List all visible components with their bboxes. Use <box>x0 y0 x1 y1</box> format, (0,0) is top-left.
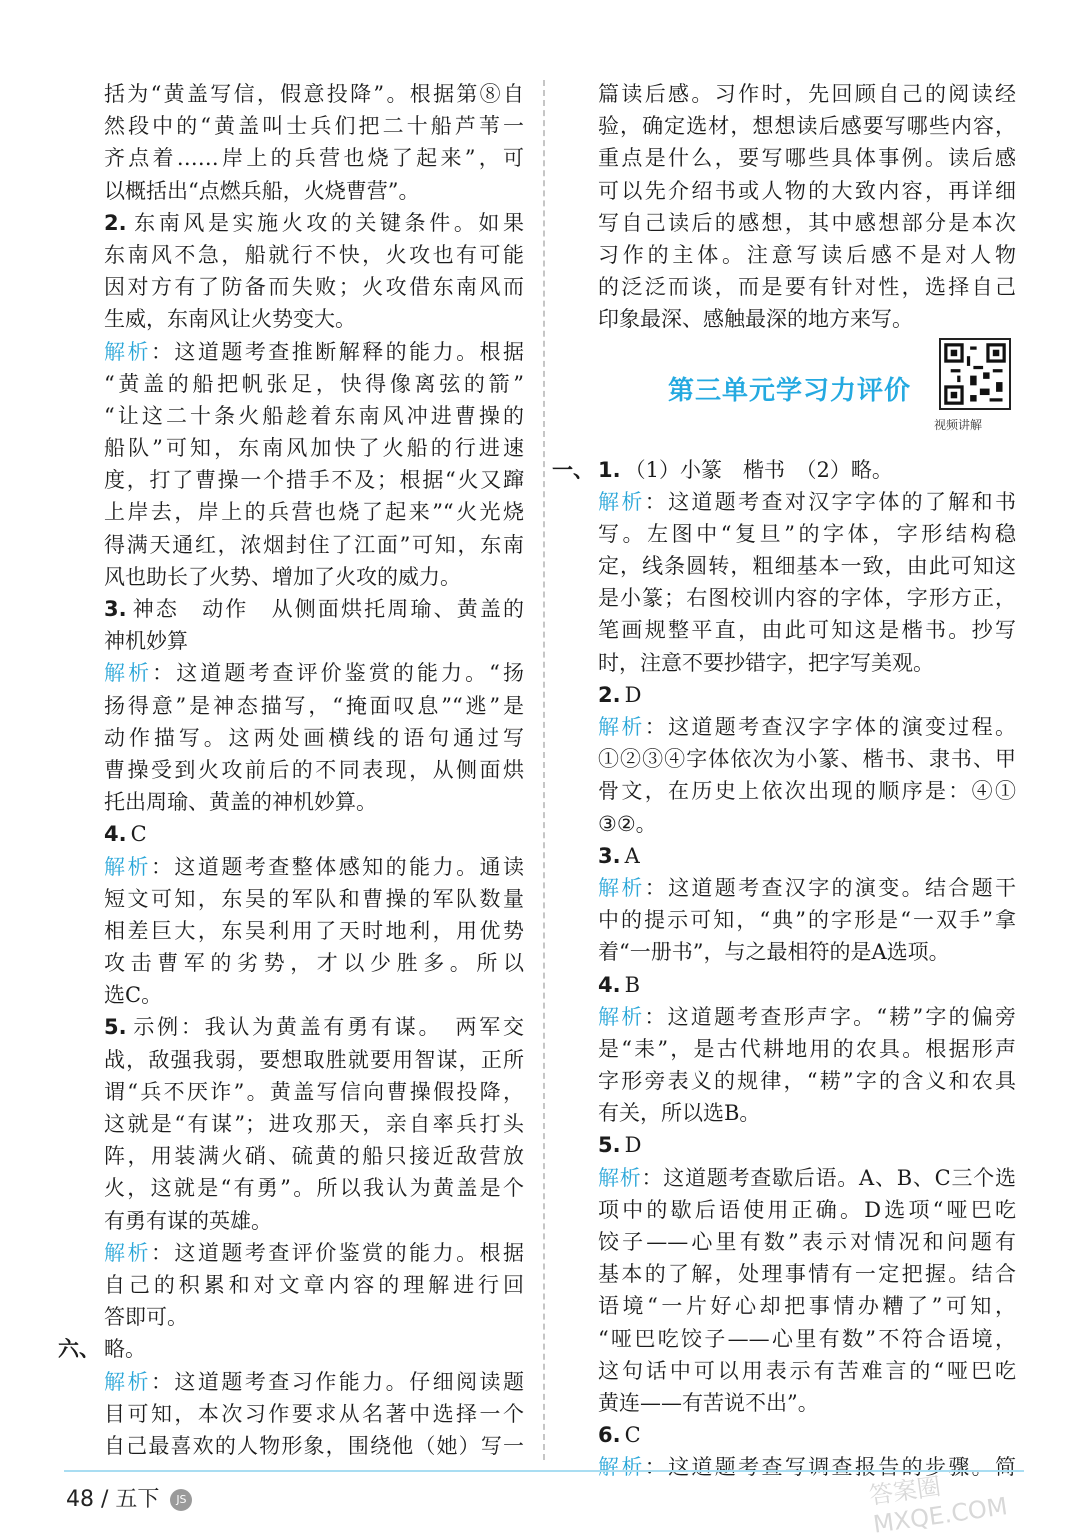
text-line <box>104 690 524 722</box>
line-text: ：这道题考查整体感知的能力。通读 <box>150 854 524 879</box>
line-text: 谓“兵不厌诈”。黄盖写信向曹操假投降， <box>104 1079 524 1104</box>
text-line <box>104 786 524 818</box>
text-line <box>598 936 1016 968</box>
text-line <box>104 1172 524 1204</box>
line-text: 答即可。 <box>104 1305 188 1330</box>
line-text: ：这道题考查形声字。“耢”字的偏旁 <box>644 1004 1016 1029</box>
analysis-label: 解析 <box>104 661 153 686</box>
unit-section-header <box>598 336 1016 454</box>
text-line <box>598 582 1016 614</box>
line-text: 篇读后感。习作时，先回顾自己的阅读经 <box>598 82 1016 106</box>
line-text: 中的提示可知，“典”的字形是“一双手”拿 <box>598 908 1016 933</box>
line-text: 风也助长了火势、增加了火攻的威力。 <box>104 564 461 589</box>
line-text: 自己最喜欢的人物形象，围绕他（她）写一 <box>104 1433 524 1458</box>
analysis-label: 解析 <box>598 1455 645 1480</box>
text-line <box>598 904 1016 936</box>
text-line <box>104 657 524 689</box>
text-line <box>598 1323 1016 1355</box>
text-line <box>598 711 1016 743</box>
line-text: ：这道题考查汉字的演变。结合题干 <box>644 875 1016 900</box>
line-text: 因对方有了防备而失败；火攻借东南风而 <box>104 275 524 300</box>
line-text: 上岸去，岸上的兵营也烧了起来”“火光烧 <box>104 500 524 525</box>
text-line <box>598 175 1016 207</box>
line-text: 项中的歇后语使用正确。D选项“哑巴吃 <box>598 1197 1016 1222</box>
question-number: 5. <box>598 1133 621 1158</box>
text-line <box>104 593 524 625</box>
text-line <box>104 78 524 110</box>
section-title: 第三单元学习力评价 <box>668 375 912 406</box>
text-line <box>104 271 524 303</box>
line-text: 以概括出“点燃兵船，火烧曹营”。 <box>104 178 420 203</box>
text-line <box>104 142 524 174</box>
line-text: ：这道题考查习作能力。仔细阅读题 <box>150 1369 524 1394</box>
question-number: 3. <box>104 597 127 621</box>
text-line <box>598 808 1016 840</box>
line-text: 写。左图中“复旦”的字体，字形结构稳 <box>598 521 1016 546</box>
analysis-label: 解析 <box>104 1369 151 1394</box>
analysis-label: 解析 <box>598 715 645 739</box>
line-text: 目可知，本次习作要求从名著中选择一个 <box>104 1401 524 1426</box>
line-text: 有关，所以选B。 <box>598 1101 761 1126</box>
text-line <box>598 207 1016 239</box>
text-line <box>104 818 524 850</box>
text-line <box>598 518 1016 550</box>
text-line <box>104 368 524 400</box>
line-text: （1）小篆 楷书 （2）略。 <box>624 457 893 482</box>
text-line <box>104 496 524 528</box>
text-line <box>104 1140 524 1172</box>
text-line <box>598 1001 1016 1033</box>
line-text: C <box>130 822 147 847</box>
line-text: 着“一册书”，与之最相符的是A选项。 <box>598 940 950 965</box>
line-text: 的泛泛而谈，而是要有针对性，选择自己 <box>598 275 1016 300</box>
text-line <box>598 550 1016 582</box>
text-line <box>104 1205 524 1237</box>
line-text: ：这道题考查推断解释的能力。根据 <box>150 339 524 364</box>
line-text: 火，这就是“有勇”。所以我认为黄盖是个 <box>104 1176 524 1201</box>
line-text: 东南风不急，船就行不快，火攻也有可能 <box>104 242 524 267</box>
footer-rule <box>64 1470 1024 1472</box>
line-text: ：这道题考查歇后语。A、B、C三个选 <box>641 1165 1016 1190</box>
text-line <box>104 1301 524 1333</box>
line-text: 基本的了解，处理事情有一定把握。结合 <box>598 1262 1016 1287</box>
right-column-top <box>598 78 1016 336</box>
text-line <box>104 239 524 271</box>
line-text: ①②③④字体依次为小篆、楷书、隶书、甲 <box>598 747 1016 772</box>
text-line <box>598 840 1016 872</box>
text-line <box>598 1419 1016 1451</box>
line-text: D <box>624 682 642 707</box>
page-footer <box>66 1482 192 1513</box>
text-line <box>104 722 524 754</box>
text-line <box>104 175 524 207</box>
line-text: 是小篆；右图校训内容的字体，字形方正， <box>598 586 1016 611</box>
text-line <box>598 271 1016 303</box>
line-text: 齐点着……岸上的兵营也烧了起来”，可 <box>104 146 524 171</box>
text-line <box>598 969 1016 1001</box>
text-line <box>104 464 524 496</box>
line-text: ：这道题考查对汉字字体的了解和书 <box>644 489 1016 514</box>
line-text: B <box>624 972 641 997</box>
text-line <box>598 1226 1016 1258</box>
line-text: D <box>624 1133 642 1158</box>
text-line <box>104 851 524 883</box>
right-column <box>552 78 1016 1484</box>
text-line <box>598 303 1016 335</box>
line-text: 战，敌强我弱，要想取胜就要用智谋，正所 <box>104 1047 524 1072</box>
analysis-label: 解析 <box>598 489 645 514</box>
text-line <box>104 336 524 368</box>
line-text: 定，线条圆转，粗细基本一致，由此可知这 <box>598 554 1016 579</box>
question-number: 2. <box>598 682 621 707</box>
text-line <box>104 1269 524 1301</box>
text-line <box>598 1258 1016 1290</box>
line-text: ：这道题考查评价鉴赏的能力。根据 <box>150 1240 524 1265</box>
line-text: 饺子——心里有数”表示对情况和问题有 <box>598 1230 1016 1254</box>
text-line <box>598 1065 1016 1097</box>
text-line <box>104 1430 524 1462</box>
line-text: 生威，东南风让火势变大。 <box>104 307 356 332</box>
text-line <box>104 400 524 432</box>
text-line <box>104 625 524 657</box>
line-text: 神机妙算 <box>104 629 188 654</box>
line-text: A <box>624 843 640 868</box>
text-line <box>598 142 1016 174</box>
edition-badge: JS <box>170 1489 192 1511</box>
line-text: 度，打了曹操一个措手不及；根据“火又蹿 <box>104 468 524 493</box>
line-text: 骨文，在历史上依次出现的顺序是：④① <box>598 779 1016 804</box>
analysis-label: 解析 <box>598 875 645 900</box>
question-number: 4. <box>598 972 621 997</box>
right-column-bottom <box>552 454 1016 1484</box>
line-text: 相差巨大，东吴利用了天时地利，用优势 <box>104 918 524 943</box>
text-line <box>104 1108 524 1140</box>
text-line <box>598 110 1016 142</box>
text-line <box>598 1290 1016 1322</box>
text-line <box>104 1398 524 1430</box>
line-text: 字形旁表义的规律，“耢”字的含义和农具 <box>598 1069 1016 1094</box>
text-line <box>104 1011 524 1043</box>
line-text: 神态 动作 从侧面烘托周瑜、黄盖的 <box>130 597 524 621</box>
line-text: 扬得意”是神态描写，“掩面叹息”“逃”是 <box>104 693 524 718</box>
question-number: 1. <box>598 457 621 482</box>
line-text: 选C。 <box>104 983 163 1008</box>
section-number: 一、 <box>552 457 594 482</box>
text-line <box>598 1387 1016 1419</box>
text-line <box>598 1194 1016 1226</box>
text-line <box>598 647 1016 679</box>
line-text: 有勇有谋的英雄。 <box>104 1208 272 1233</box>
line-text: 东南风是实施火攻的关键条件。如果 <box>130 210 524 235</box>
line-text: ：这道题考查评价鉴赏的能力。“扬 <box>152 661 524 686</box>
text-line <box>104 883 524 915</box>
question-number: 6. <box>598 1423 621 1448</box>
text-line <box>104 915 524 947</box>
line-text: 得满天通红，浓烟封住了江面”可知，东南 <box>104 532 524 557</box>
question-number: 2. <box>104 210 127 235</box>
line-text: 船队”可知，东南风加快了火船的行进速 <box>104 436 524 461</box>
text-line <box>104 432 524 464</box>
line-text: 语境“一片好心却把事情办糟了”可知， <box>598 1294 1016 1319</box>
question-number: 3. <box>598 843 621 868</box>
analysis-label: 解析 <box>104 339 151 364</box>
line-text: 曹操受到火攻前后的不同表现，从侧面烘 <box>104 757 524 782</box>
line-text: 括为“黄盖写信，假意投降”。根据第⑧自 <box>104 82 524 106</box>
line-text: 动作描写。这两处画横线的语句通过写 <box>104 725 524 750</box>
line-text: 是“耒”，是古代耕地用的农具。根据形声 <box>598 1036 1016 1061</box>
text-line <box>598 1033 1016 1065</box>
text-line <box>598 1162 1016 1194</box>
text-line <box>104 110 524 142</box>
text-line <box>598 775 1016 807</box>
text-line <box>104 754 524 786</box>
column-divider <box>543 80 545 1460</box>
analysis-label: 解析 <box>104 854 151 879</box>
line-text: 自己的积累和对文章内容的理解进行回 <box>104 1272 524 1297</box>
line-text: 这就是“有谋”；进攻那天，亲自率兵打头 <box>104 1112 524 1136</box>
text-line <box>598 614 1016 646</box>
line-text: 印象最深、感触最深的地方来写。 <box>598 307 913 332</box>
question-number: 5. <box>104 1015 127 1040</box>
line-text: 笔画规整平直，由此可知这是楷书。抄写 <box>598 618 1016 643</box>
line-text: “哑巴吃饺子——心里有数”不符合语境， <box>598 1326 1016 1351</box>
line-text: 时，注意不要抄错字，把字写美观。 <box>598 650 934 675</box>
text-line <box>598 743 1016 775</box>
text-line <box>104 303 524 335</box>
line-text: 重点是什么，要写哪些具体事例。读后感 <box>598 146 1016 171</box>
line-text: ：这道题考查写调查报告的步骤。简 <box>644 1455 1016 1480</box>
line-text: 攻击曹军的劣势，才以少胜多。所以 <box>104 951 524 976</box>
line-text: 阵，用装满火硝、硫黄的船只接近敌营放 <box>104 1144 524 1169</box>
line-text: 然段中的“黄盖叫士兵们把二十船芦苇一 <box>104 114 524 139</box>
line-text: 写自己读后的感想，其中感想部分是本次 <box>598 210 1016 235</box>
line-text: 示例：我认为黄盖有勇有谋。 两军交 <box>130 1015 524 1040</box>
analysis-label: 解析 <box>598 1165 642 1190</box>
text-line <box>598 679 1016 711</box>
grade-label: 五下 <box>115 1487 160 1512</box>
section-number: 六、 <box>58 1337 100 1362</box>
text-line <box>104 1076 524 1108</box>
text-line <box>104 1237 524 1269</box>
text-line <box>598 1355 1016 1387</box>
line-text: 验，确定选材，想想读后感要写哪些内容， <box>598 114 1016 139</box>
footer-separator: / <box>101 1487 109 1512</box>
watermark: 答案圈 MXQE.COM <box>867 1472 1010 1539</box>
line-text: “黄盖的船把帆张足，快得像离弦的箭” <box>104 371 524 396</box>
line-text: 习作的主体。注意写读后感不是对人物 <box>598 242 1016 267</box>
line-text: “让这二十条火船趁着东南风冲进曹操的 <box>104 403 524 428</box>
text-line <box>104 979 524 1011</box>
qr-code-icon[interactable] <box>939 338 1011 410</box>
text-line <box>598 239 1016 271</box>
text-line <box>104 1044 524 1076</box>
analysis-label: 解析 <box>598 1004 645 1029</box>
text-line <box>598 486 1016 518</box>
text-line <box>58 1333 524 1365</box>
text-line <box>598 1097 1016 1129</box>
question-number: 4. <box>104 822 127 847</box>
line-text: 托出周瑜、黄盖的神机妙算。 <box>104 790 377 815</box>
line-text: 短文可知，东吴的军队和曹操的军队数量 <box>104 886 524 911</box>
text-line <box>104 529 524 561</box>
line-text: C <box>624 1423 641 1448</box>
analysis-label: 解析 <box>104 1240 151 1265</box>
line-text: ：这道题考查汉字字体的演变过程。 <box>644 715 1016 739</box>
text-line <box>104 561 524 593</box>
text-line <box>104 1366 524 1398</box>
line-text: 黄连——有苦说不出”。 <box>598 1390 819 1415</box>
text-line <box>598 872 1016 904</box>
text-line <box>598 78 1016 110</box>
line-text: 可以先介绍书或人物的大致内容，再详细 <box>598 178 1016 203</box>
text-line <box>552 454 1016 486</box>
page-number: 48 <box>66 1487 94 1512</box>
text-line <box>104 207 524 239</box>
line-text: 这句话中可以用表示有苦难言的“哑巴吃 <box>598 1358 1016 1383</box>
line-text: 略。 <box>104 1337 146 1362</box>
line-text: ③②。 <box>598 811 657 836</box>
left-column <box>58 78 524 1462</box>
text-line <box>104 947 524 979</box>
text-line <box>598 1129 1016 1161</box>
qr-label: 视频讲解 <box>934 417 983 432</box>
